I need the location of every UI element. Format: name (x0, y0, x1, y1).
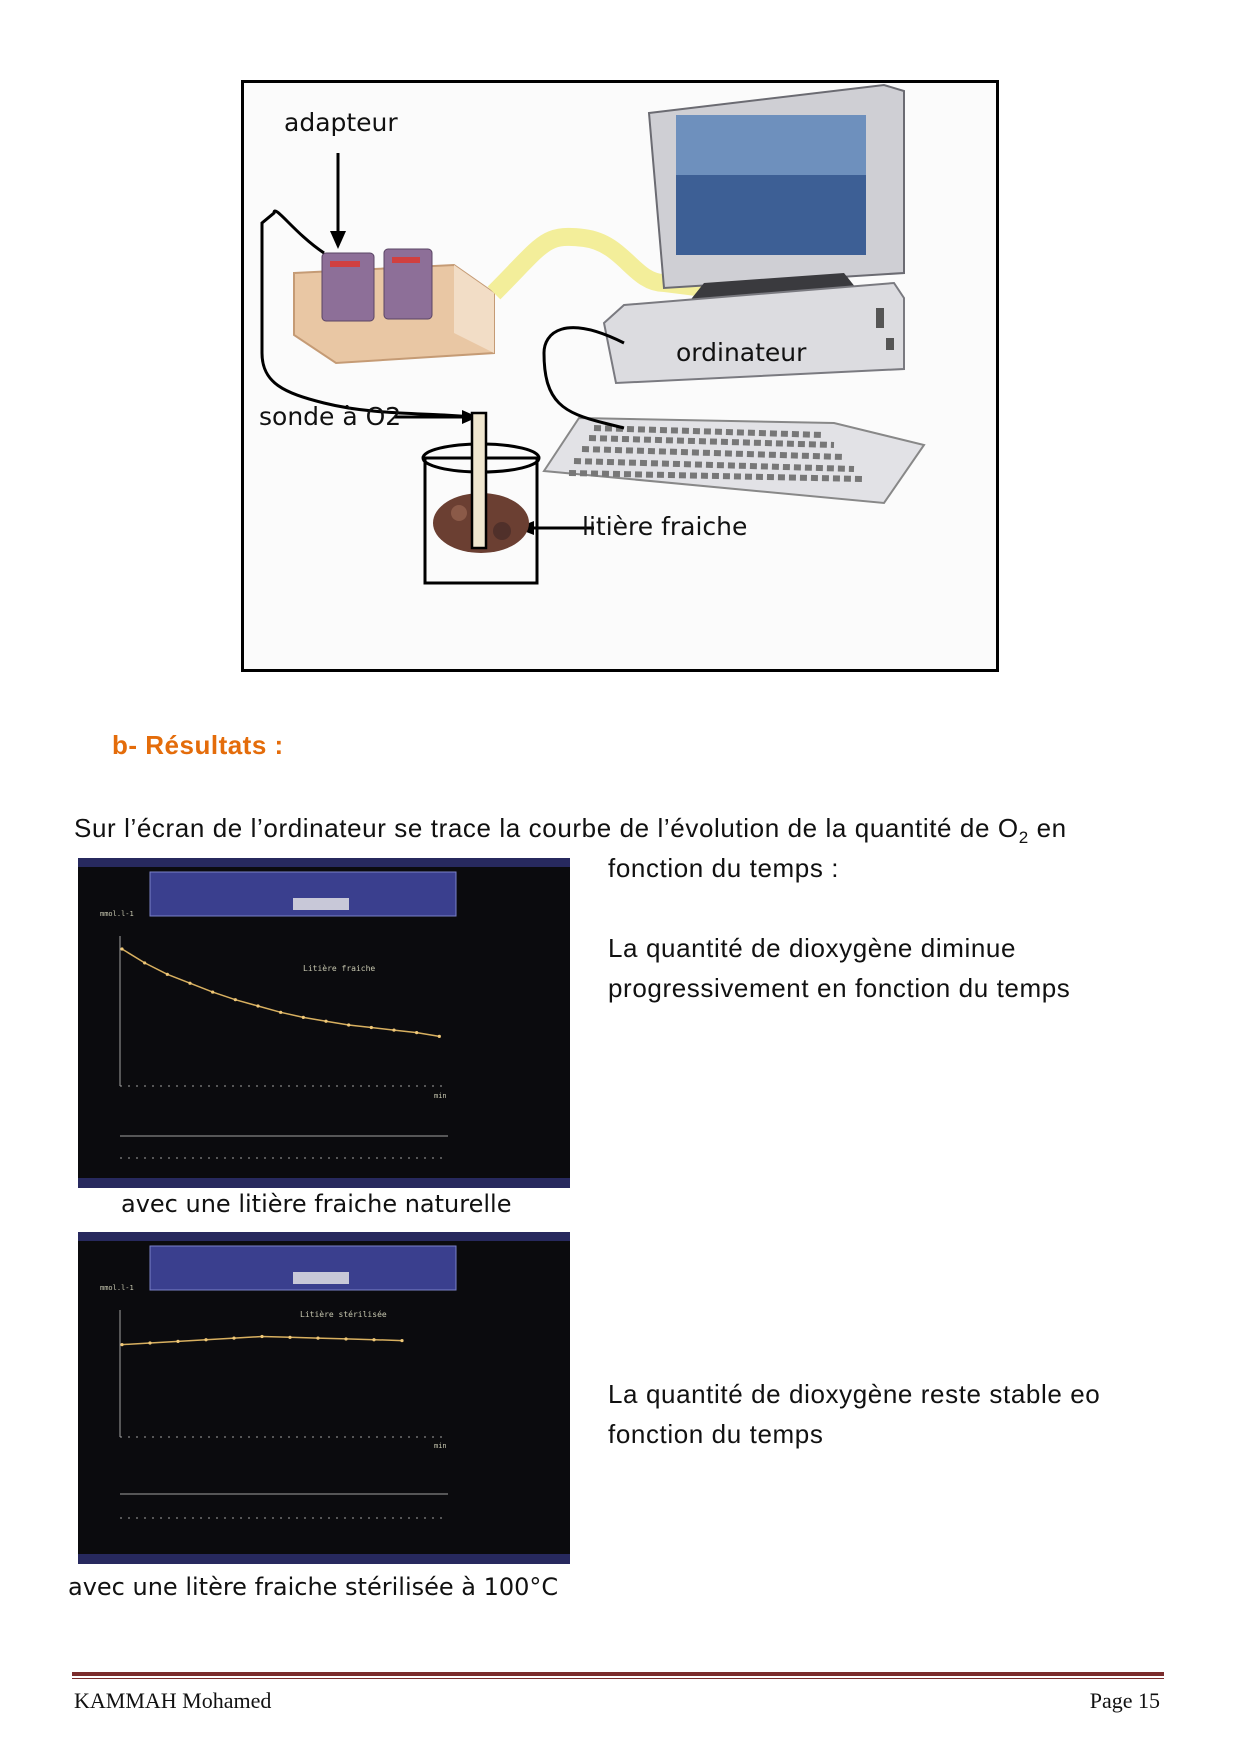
setup-diagram (241, 80, 999, 672)
observation-stable-line2: fonction du temps (608, 1419, 824, 1449)
observation-decrease-line1: La quantité de dioxygène diminue (608, 933, 1017, 963)
screen-1-data-point (438, 1035, 441, 1038)
screen-1-data-point (234, 998, 237, 1001)
screen-2-data-point (316, 1337, 319, 1340)
screen-1-data-point (279, 1011, 282, 1014)
screen-2-data-point (120, 1343, 123, 1346)
screen-1-data-point (392, 1028, 395, 1031)
intro-text-end: en (1028, 813, 1067, 843)
intro-continuation: fonction du temps : (608, 853, 840, 883)
screen-1-data-point (415, 1031, 418, 1034)
caption-fresh: avec une litière fraiche naturelle (121, 1190, 512, 1218)
screen-1-data-point (302, 1016, 305, 1019)
oxygen-screen-sterilized (78, 1232, 570, 1564)
screen-2-data-point (232, 1337, 235, 1340)
screen-1-data-point (143, 961, 146, 964)
screen-2-ylabel: mmol.l-1 (100, 1284, 134, 1292)
observation-stable (608, 1374, 1188, 1454)
screen-1-data-point (188, 982, 191, 985)
screen-2-data-point (176, 1340, 179, 1343)
section-heading: b- Résultats : (112, 730, 284, 760)
oxygen-screen-fresh (78, 858, 570, 1188)
screen-2-xlabel: min (434, 1442, 447, 1450)
observation-decrease-line2: progressivement en fonction du temps (608, 973, 1071, 1003)
screen-2-data-point (344, 1337, 347, 1340)
footer-rule (72, 1672, 1164, 1676)
footer-rule-thin (72, 1678, 1164, 1679)
screen-1-data-point (120, 947, 123, 950)
screen-2-data-point (288, 1336, 291, 1339)
screen-2-data-point (260, 1335, 263, 1338)
screen-1-data-point (347, 1023, 350, 1026)
screen-1-data-point (166, 973, 169, 976)
screen-1-xlabel: min (434, 1092, 447, 1100)
screen-1-data-point (256, 1004, 259, 1007)
caption-sterilized: avec une litère fraiche stérilisée à 100°C (68, 1573, 559, 1601)
label-litter: litière fraiche (582, 512, 748, 541)
screen-2-data-point (148, 1341, 151, 1344)
setup-illustration (244, 83, 996, 669)
label-adapter: adapteur (284, 108, 398, 137)
intro-subscript: 2 (1018, 828, 1029, 848)
screen-1-data-point (370, 1026, 373, 1029)
observation-stable-line1: La quantité de dioxygène reste stable eo (608, 1379, 1101, 1409)
intro-text-main: Sur l’écran de l’ordinateur se trace la courbe de l’évolution de la quantité de O (74, 813, 1019, 843)
label-probe: sonde à O2 (259, 402, 402, 431)
screen-1-title: Litière fraiche (303, 964, 376, 973)
screen-2-title: Litière stérilisée (300, 1310, 387, 1319)
observation-decrease (608, 928, 1168, 1008)
screen-1-data-point (211, 990, 214, 993)
footer-author: KAMMAH Mohamed (74, 1688, 272, 1713)
screen-2-data-point (204, 1338, 207, 1341)
screen-1-data-point (324, 1020, 327, 1023)
screen-2-data-point (372, 1338, 375, 1341)
screen-1-ylabel: mmol.l-1 (100, 910, 134, 918)
screen-2-svg (78, 1232, 570, 1564)
label-computer: ordinateur (676, 338, 807, 367)
screen-2-data-point (400, 1339, 403, 1342)
page-number: Page 15 (1089, 1688, 1160, 1713)
screen-1-svg (78, 858, 570, 1188)
